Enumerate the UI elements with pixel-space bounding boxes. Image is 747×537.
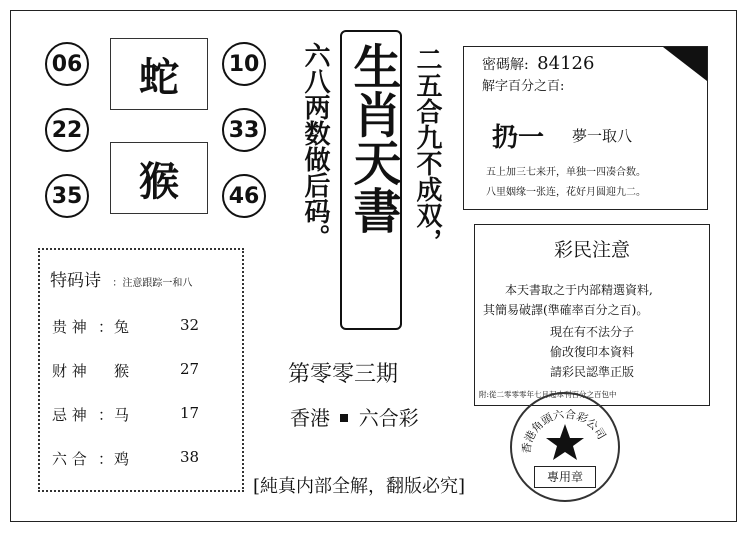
seal-ring-text: 香港角頭六合彩公司 [519,407,609,455]
zodiac-top: 蛇 [110,38,208,110]
poem-row-label: 贵 神 [52,318,87,336]
number-circle-5: 35 [45,174,89,218]
poem-box [38,248,244,492]
couplet-left: 六八两数做后码。 [300,42,330,250]
notice-line-3: 現在有不法分子 [549,325,634,339]
seal-center: 專用章 [534,466,596,488]
poem-row-label: 六 合 [52,450,87,468]
couplet-right: 二五合九不成双， [412,46,442,254]
title-box [340,30,402,330]
poem-row-number: 17 [180,404,200,422]
notice-line-5: 請彩民認準正版 [549,365,634,379]
brand-square-icon [340,414,348,422]
brand-right: 六合彩 [358,406,419,430]
number-circle-3: 22 [45,108,89,152]
poem-row-sep: ： [98,318,114,336]
code-label: 密碼解: [482,57,529,73]
issue-number: 第零零三期 [288,362,399,387]
poem-row-number: 32 [180,316,200,334]
number-circle-1: 06 [45,42,89,86]
code-line-1: 五上加三七来开，单独一四凑合数。 [486,167,646,178]
poem-row-number: 38 [180,448,200,466]
number-circle-2: 10 [222,42,266,86]
code-line-2: 八里姻缘一张连，花好月圆迎九二。 [486,187,646,198]
star-icon [546,424,584,460]
zodiac-bottom: 猴 [110,142,208,214]
brand-left: 香港 [290,406,330,430]
notice-line-1: 本天書取之于内部精選資料, [505,283,653,297]
footer-note: [純真内部全解，翻版必究] [253,476,466,497]
poem-row-sep: ： [98,450,114,468]
poem-row-animal: 马 [114,406,130,424]
poem-row-animal: 鸡 [114,450,130,468]
code-big: 扔一 [492,123,545,153]
poem-title [50,266,192,291]
poem-title-text: 特码诗 [50,271,101,291]
code-label-line [482,53,594,74]
notice-footnote: 附:從二零零零年七月起本刊百分之百包中 [479,390,617,399]
notice-line-4: 偷改復印本資料 [549,345,634,359]
poem-subtitle-text: 注意跟踪一和八 [122,278,193,289]
code-rest: 夢一取八 [572,127,633,145]
code-box [463,46,708,210]
poem-row-number: 27 [180,360,200,378]
poem-row-sep: ： [98,406,114,424]
brand-line [290,402,419,431]
notice-line-2: 其簡易破譯(準確率百分之百)。 [483,303,649,317]
poem-row-label: 忌 神 [52,406,87,424]
code-value: 84126 [537,53,595,74]
poem-subtitle: ：注意跟踪一和八 [112,278,193,289]
number-circle-4: 33 [222,108,266,152]
company-seal [510,392,620,502]
poem-row-label: 财 神 [52,362,87,380]
notice-title: 彩民注意 [553,239,630,261]
code-subtitle: 解字百分之百: [482,79,565,94]
number-circle-6: 46 [222,174,266,218]
notice-box [474,224,710,406]
corner-triangle-icon [663,47,707,81]
poem-row-animal: 猴 [114,362,130,380]
poem-row-animal: 兔 [114,318,130,336]
book-title: 生肖天書 [345,42,401,234]
